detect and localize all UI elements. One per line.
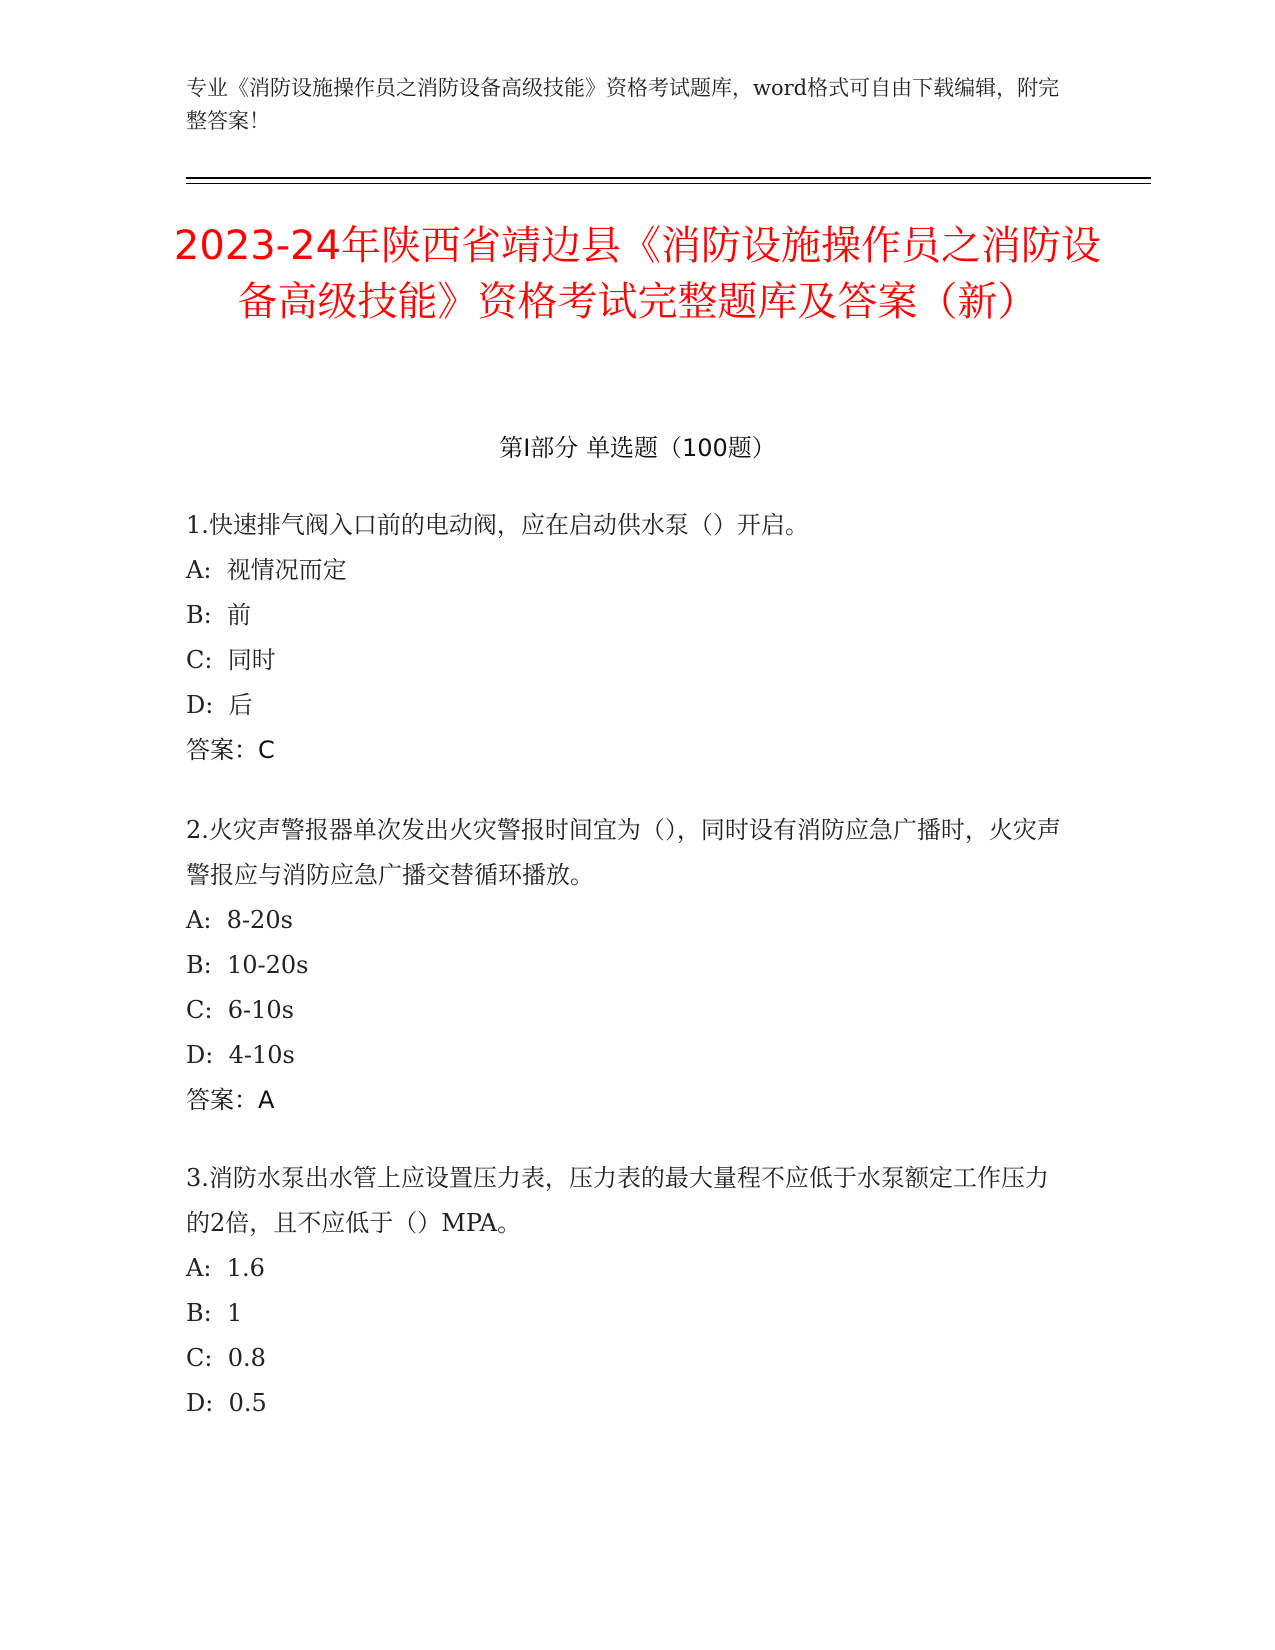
question-3 bbox=[186, 1156, 1066, 1426]
question-stem: 2.火灾声警报器单次发出火灾警报时间宜为（），同时设有消防应急广播时，火灾声警报应与消防应急广播交替循环播放。 bbox=[186, 816, 1061, 889]
question-2 bbox=[186, 808, 1066, 1123]
intro-text: 专业《消防设施操作员之消防设备高级技能》资格考试题库，word格式可自由下载编辑，附完整答案！ bbox=[186, 76, 1060, 133]
option-a: A: 视情况而定 bbox=[186, 556, 347, 584]
option-b: B: 前 bbox=[186, 601, 251, 629]
header-divider-thick bbox=[186, 177, 1151, 179]
question-stem: 1.快速排气阀入口前的电动阀，应在启动供水泵（）开启。 bbox=[186, 511, 809, 539]
option-d: D: 后 bbox=[186, 691, 253, 719]
header-divider-thin bbox=[186, 183, 1151, 184]
question-stem: 3.消防水泵出水管上应设置压力表，压力表的最大量程不应低于水泵额定工作压力的2倍，且不应低于（）MPA。 bbox=[186, 1164, 1049, 1237]
option-c: C: 0.8 bbox=[186, 1344, 266, 1372]
option-b: B: 1 bbox=[186, 1299, 243, 1327]
answer-label: 答案：C bbox=[186, 736, 275, 764]
section-heading: 第I部分 单选题（100题） bbox=[499, 434, 776, 462]
question-1 bbox=[186, 503, 1066, 773]
answer-label: 答案：A bbox=[186, 1086, 275, 1114]
option-a: A: 8-20s bbox=[186, 906, 293, 934]
document-title: 2023-24年陕西省靖边县《消防设施操作员之消防设备高级技能》资格考试完整题库及答案（新） bbox=[173, 223, 1102, 325]
option-d: D: 0.5 bbox=[186, 1389, 267, 1417]
option-d: D: 4-10s bbox=[186, 1041, 295, 1069]
option-a: A: 1.6 bbox=[186, 1254, 265, 1282]
option-c: C: 6-10s bbox=[186, 996, 294, 1024]
option-c: C: 同时 bbox=[186, 646, 276, 674]
option-b: B: 10-20s bbox=[186, 951, 309, 979]
